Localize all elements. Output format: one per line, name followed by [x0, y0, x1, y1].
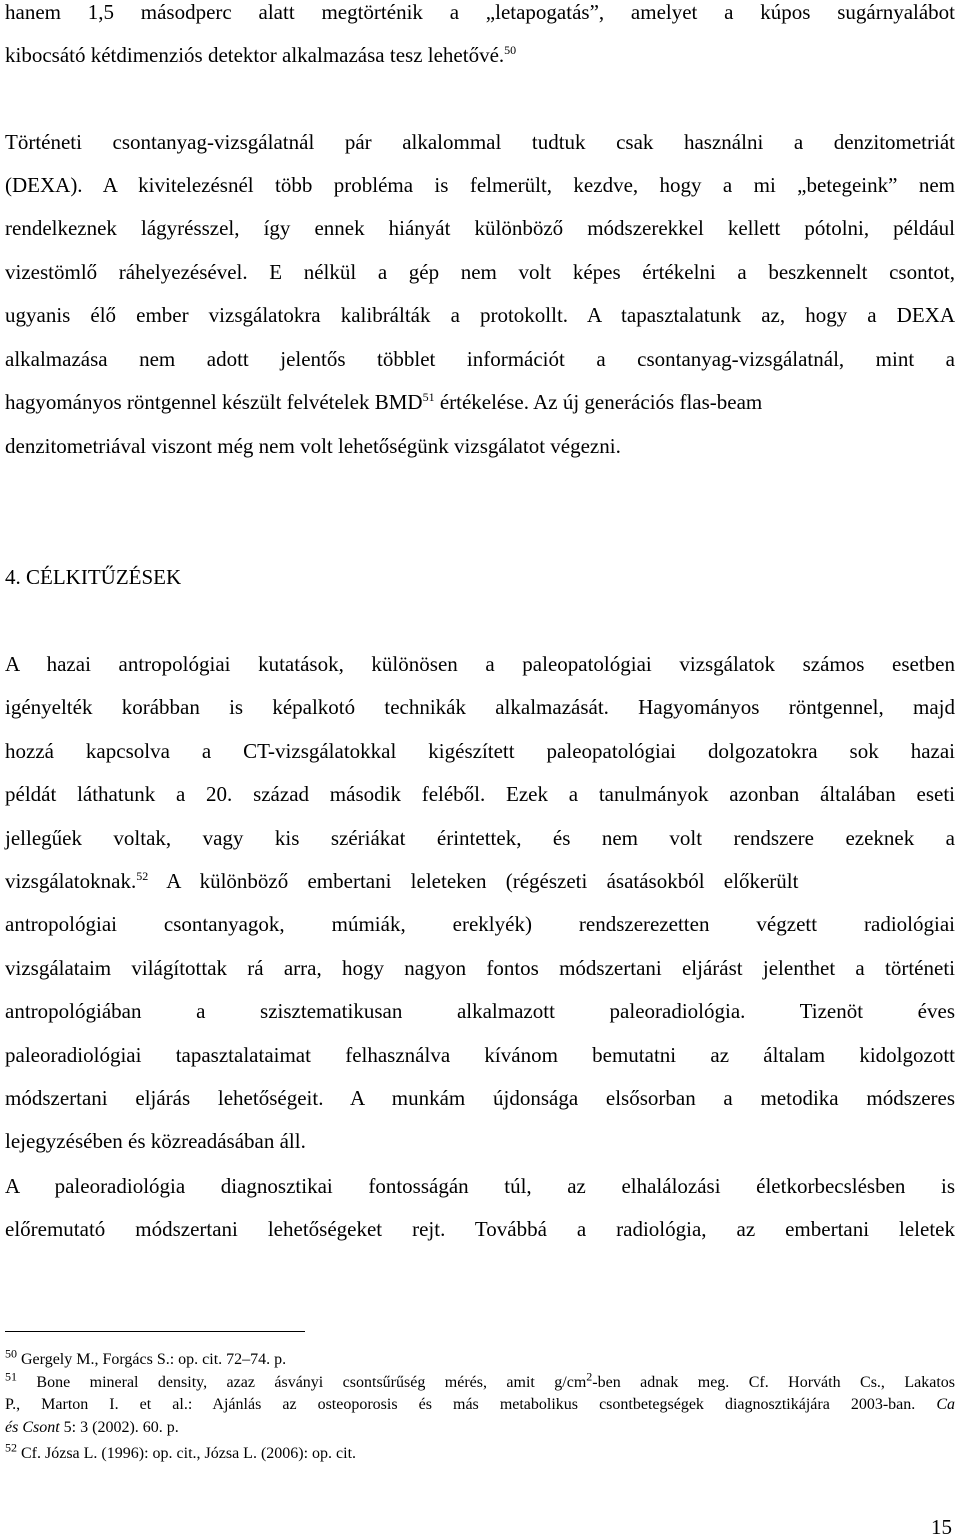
- text-line: [5, 866, 955, 896]
- text-line: rendelkeznek lágyrésszel, így ennek hiányát különböző módszerekkel kellett pótolni, például: [5, 216, 955, 240]
- journal-title: Ca: [936, 1396, 955, 1413]
- text-line: hanem 1,5 másodperc alatt megtörténik a „letapogatás”, amelyet a kúpos sugárnyalábot: [5, 0, 955, 24]
- text-line: (DEXA). A kivitelezésnél több probléma is felmerült, kezdve, hogy a mi „betegeink” nem: [5, 173, 955, 197]
- footnote-text: 5: 3 (2002). 60. p.: [59, 1419, 179, 1436]
- text-line: Történeti csontanyag-vizsgálatnál pár alkalommal tudtuk csak használni a denzitometriát: [5, 130, 955, 154]
- text-line: A hazai antropológiai kutatások, különösen a paleopatológiai vizsgálatok számos esetben: [5, 652, 955, 676]
- footnote-text: P., Marton I. et al.: Ajánlás az osteoporosis és más metabolikus csontbetegségek diagnosztikájára 2003-ban.: [5, 1396, 937, 1413]
- text-span: vizsgálatoknak.: [5, 869, 137, 893]
- journal-title: és Csont: [5, 1419, 60, 1436]
- footnote-51-line2: [5, 1394, 955, 1416]
- text-line: antropológiában a szisztematikusan alkalmazott paleoradiológia. Tizenöt éves: [5, 999, 955, 1023]
- footnote-50: [5, 1346, 955, 1371]
- footnote-ref[interactable]: 51: [422, 390, 435, 404]
- text-span: kibocsátó kétdimenziós detektor alkalmazása tesz lehetővé.: [5, 43, 505, 67]
- text-line: hozzá kapcsolva a CT-vizsgálatokkal kigészített paleopatológiai dolgozatokra sok hazai: [5, 739, 955, 763]
- footnote-number: 50: [5, 1346, 17, 1361]
- text-span: A különböző embertani leleteken (régészeti ásatásokból előkerült: [148, 869, 799, 893]
- footnote-ref[interactable]: 50: [504, 43, 517, 57]
- page-number: 15: [931, 1515, 952, 1539]
- text-line: alkalmazása nem adott jelentős többlet információt a csontanyag-vizsgálatnál, mint a: [5, 347, 955, 371]
- footnote-52: [5, 1440, 955, 1465]
- text-line: példát láthatunk a 20. század második feléből. Ezek a tanulmányok azonban általában eseti: [5, 782, 955, 806]
- text-span: hagyományos röntgennel készült felvételek BMD: [5, 390, 423, 414]
- section-heading: 4. CÉLKITŰZÉSEK: [5, 565, 182, 589]
- text-line: paleoradiológiai tapasztalataimat felhasználva kívánom bemutatni az általam kidolgozott: [5, 1043, 955, 1067]
- text-line: antropológiai csontanyagok, múmiák, ereklyék) rendszerezetten végzett radiológiai: [5, 912, 955, 936]
- footnote-number: 51: [5, 1369, 17, 1384]
- text-line: vizsgálataim világítottak rá arra, hogy nagyon fontos módszertani eljárást jelenthet a történeti: [5, 956, 955, 980]
- footnote-51: [5, 1369, 956, 1394]
- text-line: módszertani eljárás lehetőségeit. A munkám újdonsága elsősorban a metodika módszeres: [5, 1086, 955, 1110]
- text-line: ugyanis élő ember vizsgálatokra kalibrálták a protokollt. A tapasztalatunk az, hogy a DEXA: [5, 303, 955, 327]
- footnote-51-line3: [5, 1417, 955, 1439]
- text-line: vizestömlő ráhelyezésével. E nélkül a gép nem volt képes értékelni a beszkennelt csontot,: [5, 260, 955, 284]
- footnote-text: -ben adnak meg. Cf. Horváth Cs., Lakatos: [592, 1374, 956, 1391]
- text-line: jellegűek voltak, vagy kis szériákat érintettek, és nem volt rendszere ezeknek a: [5, 826, 955, 850]
- text-line: igényelték korábban is képalkotó technikák alkalmazását. Hagyományos röntgennel, majd: [5, 695, 955, 719]
- footnote-text: Bone mineral density, azaz ásványi csontsűrűség mérés, amit g/cm: [17, 1374, 587, 1391]
- footnote-ref[interactable]: 52: [136, 869, 149, 883]
- text-line: lejegyzésében és közreadásában áll.: [5, 1129, 306, 1153]
- superscript: 2: [586, 1369, 593, 1384]
- footnote-separator: [5, 1331, 305, 1332]
- footnote-text: Gergely M., Forgács S.: op. cit. 72–74. p.: [17, 1351, 287, 1368]
- text-span: értékelése. Az új generációs flas-beam: [434, 390, 763, 414]
- text-line: előremutató módszertani lehetőségeket rejt. Továbbá a radiológia, az embertani leletek: [5, 1217, 955, 1241]
- text-line: denzitometriával viszont még nem volt lehetőségünk vizsgálatot végezni.: [5, 434, 621, 458]
- text-line: [5, 387, 955, 417]
- footnote-number: 52: [5, 1440, 17, 1455]
- footnote-text: Cf. Józsa L. (1996): op. cit., Józsa L. (2006): op. cit.: [17, 1445, 357, 1462]
- text-line: [5, 40, 955, 70]
- text-line: A paleoradiológia diagnosztikai fontosságán túl, az elhalálozási életkorbecslésben is: [5, 1174, 955, 1198]
